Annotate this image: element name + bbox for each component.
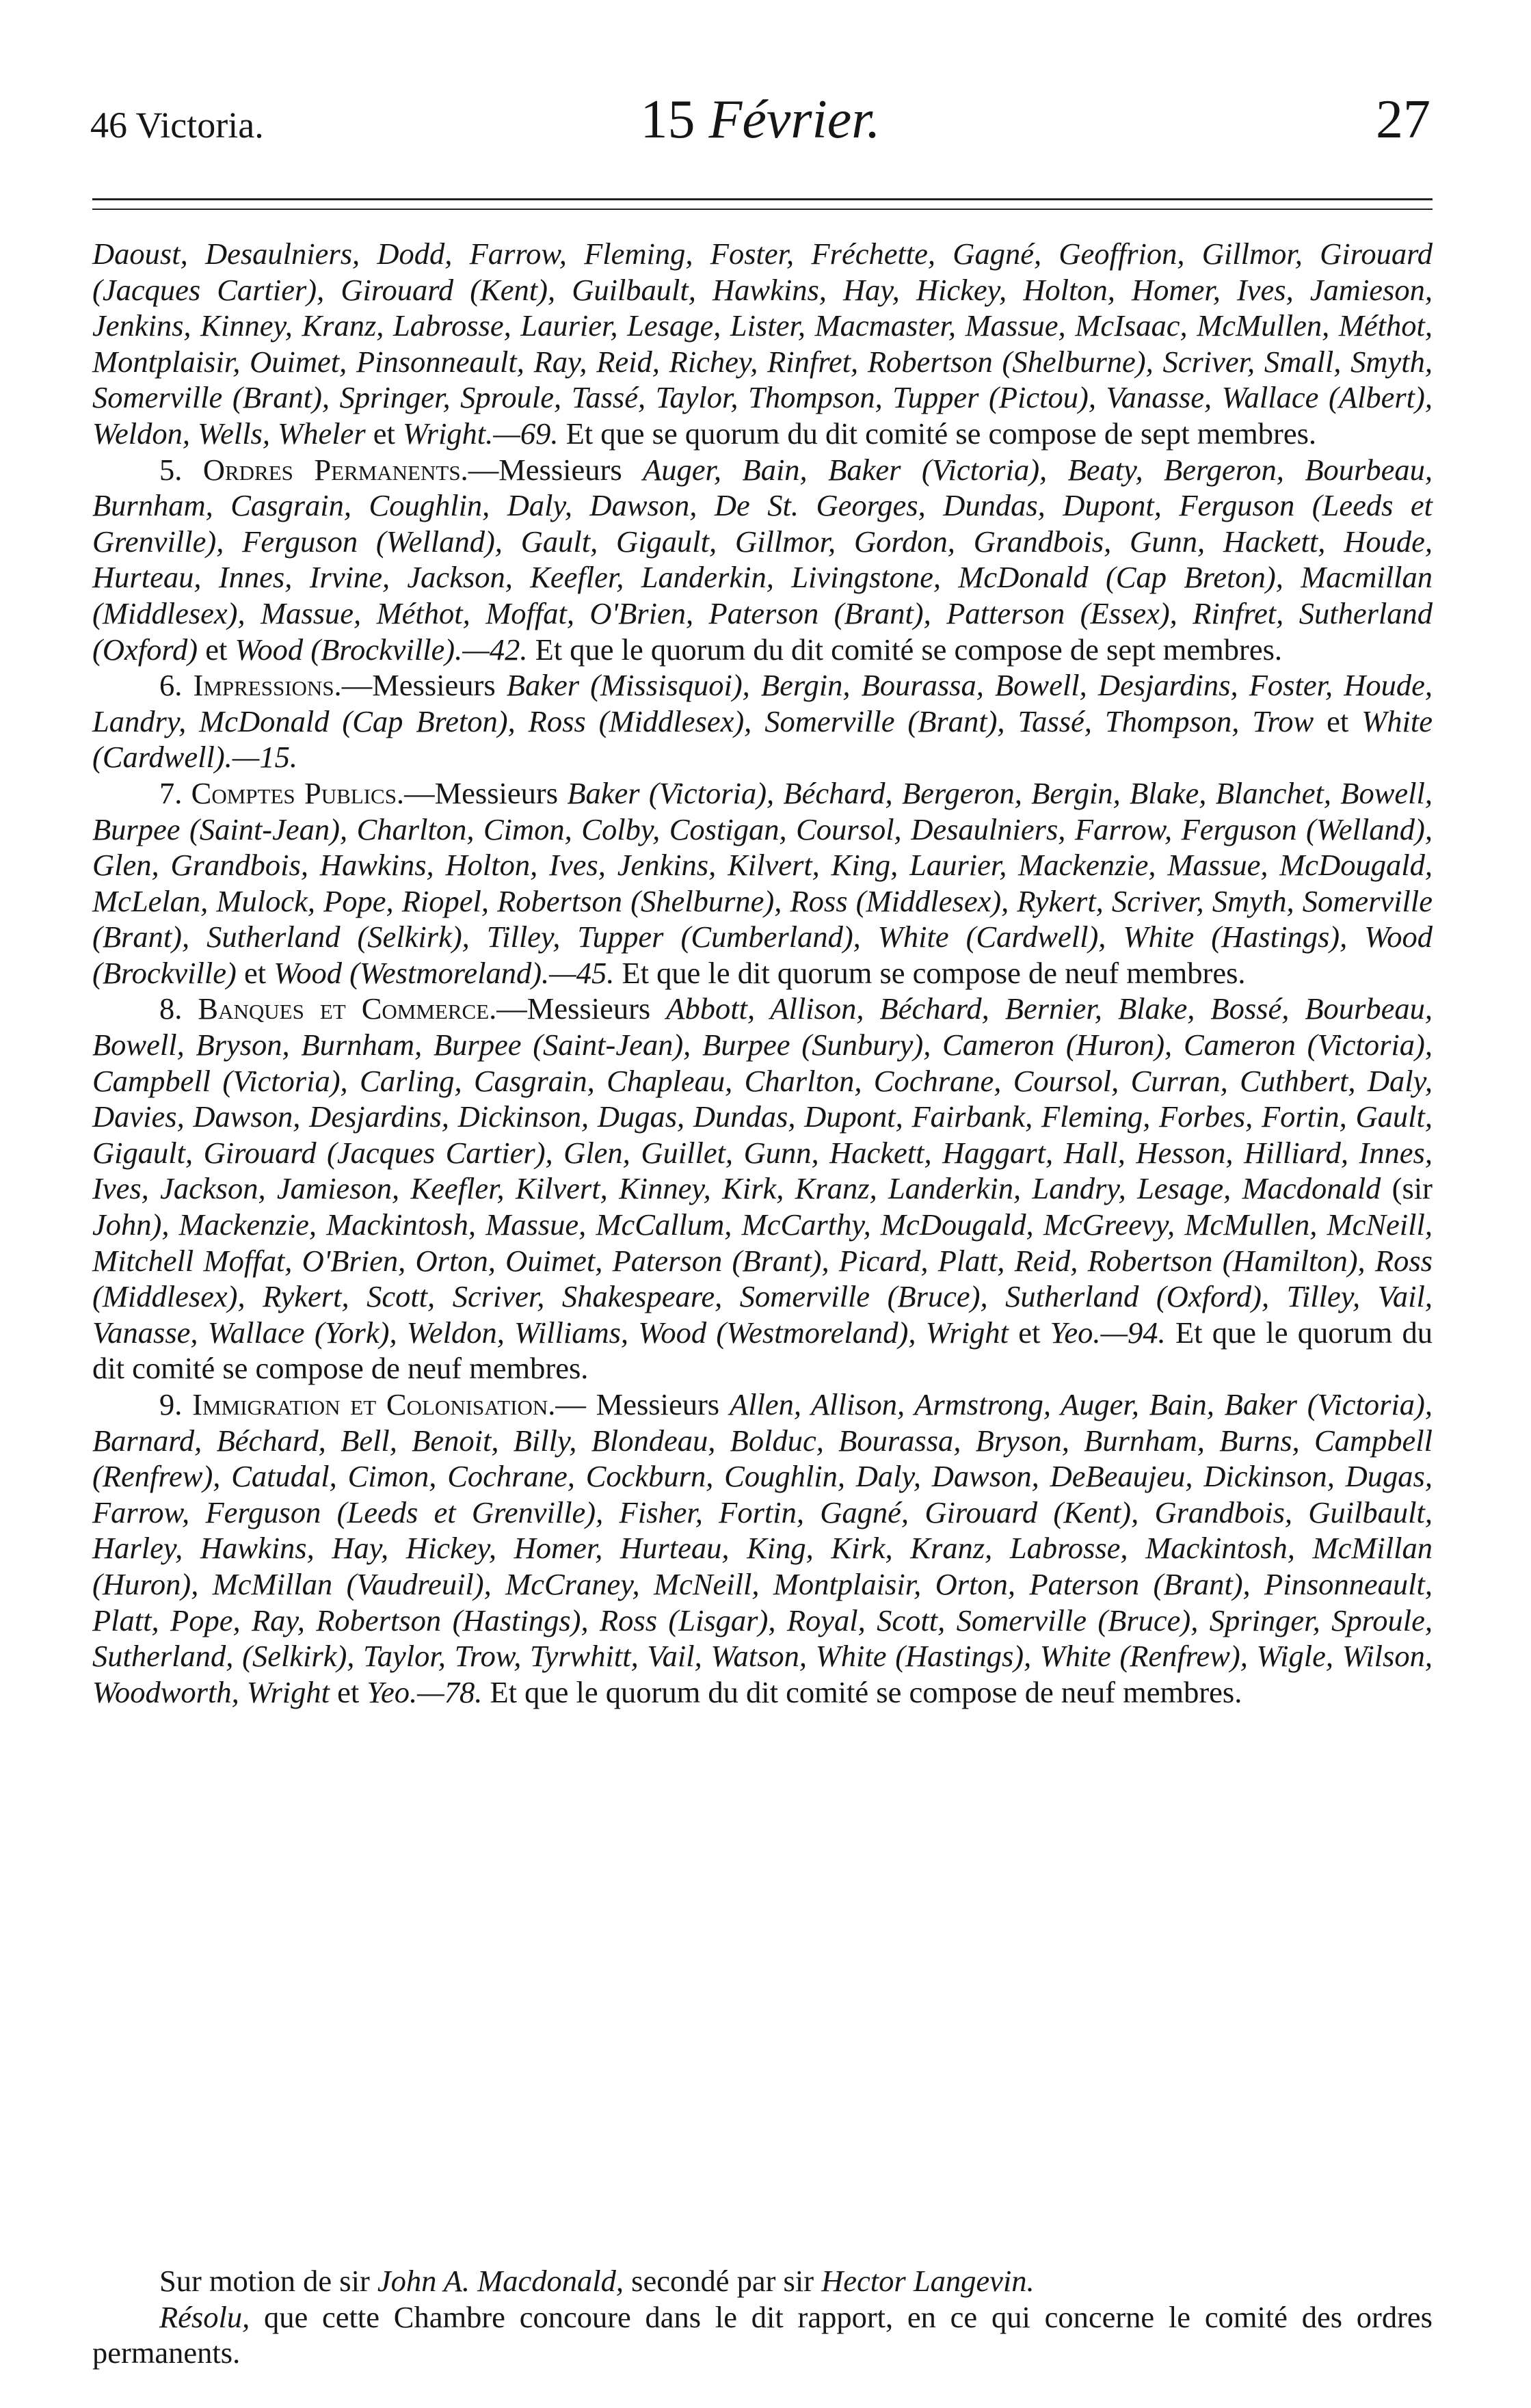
member-list: Baker (Missisquoi), Bergin, Bourassa, Bowell, Desjardins, Foster, Houde, Landry, McDonald (Cap Breton), Ross (Middlesex), Somerville (Brant), Tassé, Thompson, Trow bbox=[92, 668, 1433, 738]
member-list-continued: John), Mackenzie, Mackintosh, Massue, McCallum, McCarthy, McDougald, McGreevy, McMullen, McNeill, Mitchell Moffat, O'Brien, Orton, Ouimet, Paterson (Brant), Picard, Platt, Reid, Robertson (Hamilton), Ross (Middlesex), Rykert, Scott, Scriver, Shakespeare, Somerville (Bruce), Sutherland (Oxford), Tilley, Vail, Vanasse, Wallace (York), Weldon, Williams, Wood (Westmoreland), Wright bbox=[92, 1207, 1433, 1350]
committee-lead: —Messieurs bbox=[404, 775, 568, 810]
committee-paragraph-7 bbox=[92, 775, 1433, 991]
committee-title: Comptes Publics. bbox=[191, 775, 405, 810]
conjunction: et bbox=[365, 416, 403, 451]
committee-paragraph-8 bbox=[92, 991, 1433, 1387]
member-list: Allen, Allison, Armstrong, Auger, Bain, Baker (Victoria), Barnard, Béchard, Bell, Benoit, Billy, Blondeau, Bolduc, Bourassa, Bryson, Burnham, Burns, Campbell (Renfrew), Catudal, Cimon, Cochrane, Cockburn, Coughlin, Daly, Dawson, DeBeaujeu, Dickinson, Dugas, Farrow, Ferguson (Leeds et Grenville), Fisher, Fortin, Gagné, Girouard (Kent), Grandbois, Guilbault, Harley, Hawkins, Hay, Hickey, Homer, Hurteau, King, Kirk, Kranz, Labrosse, Mackintosh, McMillan (Huron), McMillan (Vaudreuil), McCraney, McNeill, Montplaisir, Orton, Paterson (Brant), Pinsonneault, Platt, Pope, Ray, Robertson (Hastings), Ross (Lisgar), Royal, Scott, Somerville (Bruce), Springer, Sproule, Sutherland, (Selkirk), Taylor, Trow, Tyrwhitt, Vail, Watson, White (Hastings), White (Renfrew), Wigle, Wilson, Woodworth, Wright bbox=[92, 1387, 1433, 1709]
resolution-label: Résolu, bbox=[159, 2299, 250, 2334]
conjunction: et bbox=[1314, 704, 1362, 738]
motion-text: Sur motion de sir bbox=[159, 2264, 377, 2298]
member-list: Abbott, Allison, Béchard, Bernier, Blake, Bossé, Bourbeau, Bowell, Bryson, Burnham, Burpee (Saint-Jean), Burpee (Sunbury), Cameron (Huron), Cameron (Victoria), Campbell (Victoria), Carling, Casgrain, Chapleau, Charlton, Cochrane, Coursol, Curran, Cuthbert, Daly, Davies, Dawson, Desjardins, Dickinson, Dugas, Dundas, Dupont, Fairbank, Fleming, Forbes, Fortin, Gault, Gigault, Girouard (Jacques Cartier), Glen, Guillet, Gunn, Hackett, Haggart, Hall, Hesson, Hilliard, Innes, Ives, Jackson, Jamieson, Keefler, Kilvert, Kinney, Kirk, Kranz, Landerkin, Landry, Lesage, Macdonald bbox=[92, 991, 1433, 1206]
member-list: Auger, Bain, Baker (Victoria), Beaty, Bergeron, Bourbeau, Burnham, Casgrain, Coughlin, Daly, Dawson, De St. Georges, Dundas, Dupont, Ferguson (Leeds et Grenville), Ferguson (Welland), Gault, Gigault, Gillmor, Gordon, Grandbois, Gunn, Hackett, Houde, Hurteau, Innes, Irvine, Jackson, Keefler, Landerkin, Livingstone, McDonald (Cap Breton), Macmillan (Middlesex), Massue, Méthot, Moffat, O'Brien, Paterson (Brant), Patterson (Essex), Rinfret, Sutherland (Oxford) bbox=[92, 452, 1433, 667]
date-day: 15 bbox=[640, 90, 695, 150]
member-last: Wood (Westmoreland).—45. bbox=[274, 955, 615, 990]
committee-paragraph-5 bbox=[92, 452, 1433, 668]
committee-number: 7. bbox=[159, 775, 191, 810]
committee-paragraph-6 bbox=[92, 667, 1433, 775]
member-last: Yeo.—94. bbox=[1050, 1315, 1166, 1350]
page-number: 27 bbox=[1376, 90, 1430, 150]
resolution-paragraph bbox=[92, 2299, 1433, 2371]
committee-title: Ordres Permanents. bbox=[202, 452, 468, 487]
conjunction: et bbox=[198, 632, 235, 667]
motion-block bbox=[92, 2263, 1433, 2371]
member-last: Wright.—69. bbox=[403, 416, 559, 451]
session-label: 46 Victoria. bbox=[90, 105, 264, 146]
conjunction: et bbox=[236, 955, 274, 990]
committee-number: 9. bbox=[159, 1387, 193, 1421]
committee-lead: —Messieurs bbox=[468, 452, 643, 487]
committee-title: Banques et Commerce. bbox=[198, 991, 497, 1026]
member-last: White (Cardwell).—15. bbox=[92, 704, 1433, 775]
committee-lead: —Messieurs bbox=[496, 991, 667, 1026]
committee-number: 8. bbox=[159, 991, 198, 1026]
quorum-text: Et que le quorum du dit comité se compose de neuf membres. bbox=[482, 1674, 1242, 1709]
member-list: Daoust, Desaulniers, Dodd, Farrow, Fleming, Foster, Fréchette, Gagné, Geoffrion, Gillmor, Girouard (Jacques Cartier), Girouard (Kent), Guilbault, Hawkins, Hay, Hickey, Holton, Homer, Ives, Jamieson, Jenkins, Kinney, Kranz, Labrosse, Laurier, Lesage, Lister, Macmaster, Massue, McIsaac, McMullen, Méthot, Montplaisir, Ouimet, Pinsonneault, Ray, Reid, Richey, Rinfret, Robertson (Shelburne), Scriver, Small, Smyth, Somerville (Brant), Springer, Sproule, Tassé, Taylor, Thompson, Tupper (Pictou), Vanasse, Wallace (Albert), Weldon, Wells, Wheler bbox=[92, 237, 1433, 451]
motion-text: secondé par sir bbox=[624, 2264, 822, 2298]
committee-number: 6. bbox=[159, 668, 194, 703]
committee-lead: —Messieurs bbox=[341, 668, 507, 703]
page-body bbox=[92, 236, 1433, 1710]
quorum-text: Et que le dit quorum se compose de neuf membres. bbox=[614, 955, 1246, 990]
member-list: Baker (Victoria), Béchard, Bergeron, Bergin, Blake, Blanchet, Bowell, Burpee (Saint-Jean), Charlton, Cimon, Colby, Costigan, Coursol, Desaulniers, Farrow, Ferguson (Welland), Glen, Grandbois, Hawkins, Holton, Ives, Jenkins, Kilvert, King, Laurier, Mackenzie, Massue, McDougald, McLelan, Mulock, Pope, Riopel, Robertson (Shelburne), Ross (Middlesex), Rykert, Scriver, Smyth, Somerville (Brant), Sutherland (Selkirk), Tilley, Tupper (Cumberland), White (Cardwell), White (Hastings), Wood (Brockville) bbox=[92, 775, 1433, 990]
member-last: Yeo.—78. bbox=[367, 1674, 483, 1709]
committee-number: 5. bbox=[159, 452, 203, 487]
header-double-rule bbox=[92, 198, 1433, 210]
quorum-text: Et que se quorum du dit comité se compose de sept membres. bbox=[558, 416, 1317, 451]
date-month: Février. bbox=[708, 90, 881, 150]
conjunction: et bbox=[1008, 1315, 1050, 1350]
mover-name: John A. Macdonald, bbox=[377, 2264, 624, 2298]
motion-paragraph bbox=[92, 2263, 1433, 2299]
committee-title: Impressions. bbox=[193, 668, 342, 703]
running-header bbox=[90, 89, 1430, 164]
committee-lead: — Messieurs bbox=[555, 1387, 730, 1421]
committee-paragraph-9 bbox=[92, 1387, 1433, 1710]
honorific: (sir bbox=[1381, 1171, 1433, 1206]
committee-title: Immigration et Colonisation. bbox=[192, 1387, 556, 1421]
seconder-name: Hector Langevin. bbox=[821, 2264, 1035, 2298]
continuation-paragraph bbox=[92, 236, 1433, 452]
page-date bbox=[90, 89, 1430, 151]
conjunction: et bbox=[330, 1674, 367, 1709]
member-last: Wood (Brockville).—42. bbox=[235, 632, 528, 667]
quorum-text: Et que le quorum du dit comité se compose de sept membres. bbox=[527, 632, 1283, 667]
resolution-text: que cette Chambre concoure dans le dit rapport, en ce qui concerne le comité des ordres permanents. bbox=[92, 2299, 1433, 2370]
quorum-text: Et que le quorum du dit comité se compose de neuf membres. bbox=[92, 1315, 1433, 1386]
